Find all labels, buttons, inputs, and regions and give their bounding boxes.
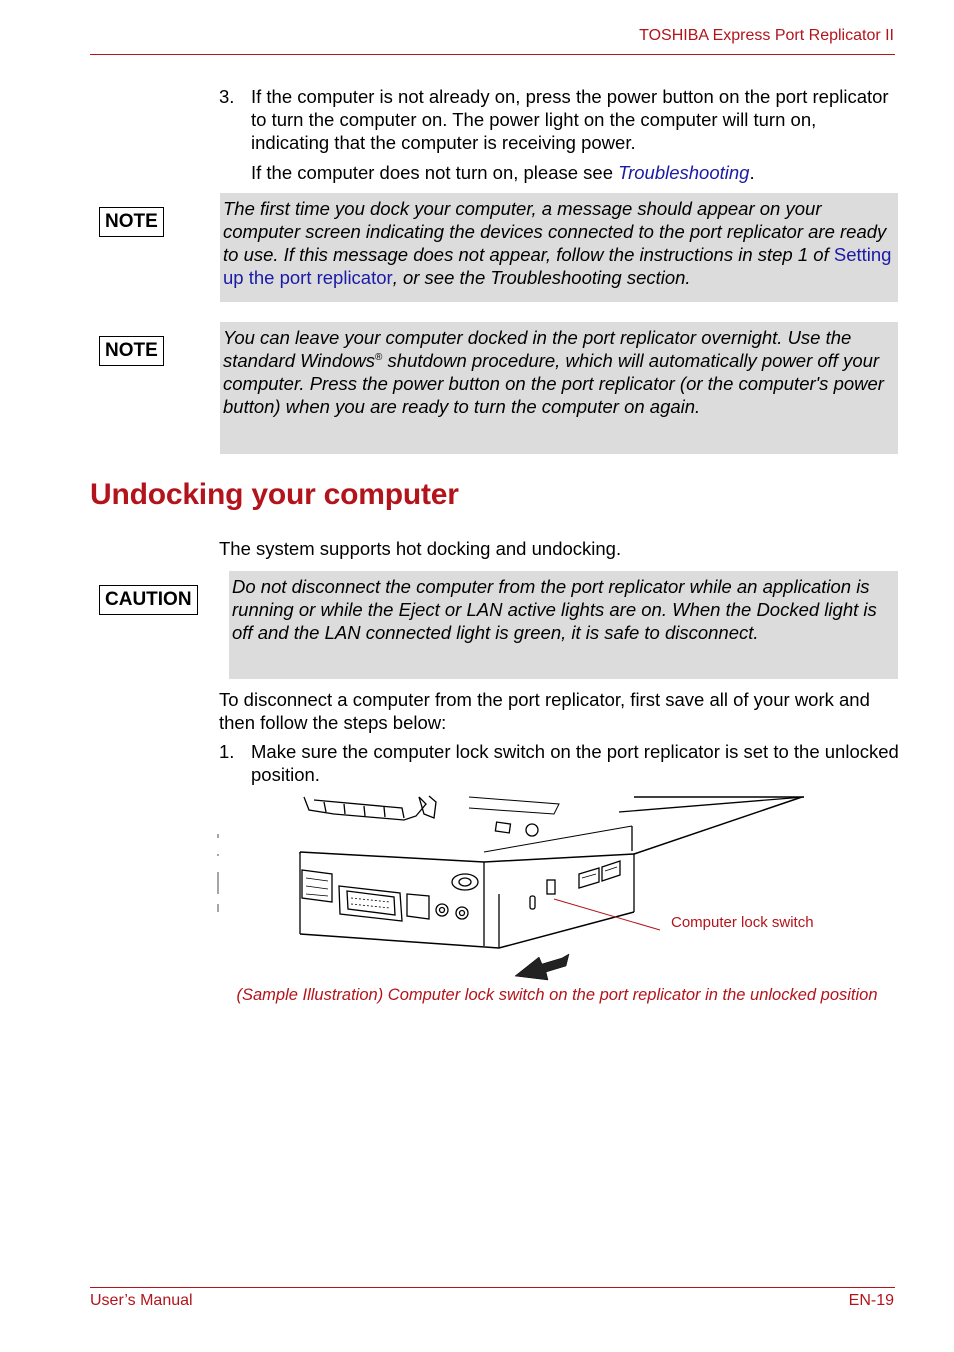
section-intro: The system supports hot docking and undocking. [219,538,622,559]
setup-link[interactable]: Setting up the port replicator [223,244,892,288]
page-number: EN-19 [848,1292,894,1309]
disconnect-intro: To disconnect a computer from the port replicator, first save all of your work and then follow the steps below: [219,689,870,733]
caution-box [229,571,898,679]
step-followup: If the computer does not turn on, please see Troubleshooting. [251,162,755,183]
step-3 [219,85,899,184]
step-1 [219,740,899,786]
header-rule [90,54,895,55]
footer-rule [90,1287,895,1288]
footer-left: User’s Manual [90,1292,193,1309]
caution-label: CAUTION [99,585,198,615]
figure-caption: (Sample Illustration) Computer lock switch on the port replicator in the unlocked position [236,986,878,1004]
note-label: NOTE [99,336,164,366]
caution-text: Do not disconnect the computer from the port replicator while an application is running or while the Eject or LAN active lights are on. When the Docked light is off and the LAN connected light is green, it is safe to disconnect. [232,576,877,643]
step-number: 1. [219,741,235,762]
running-header: TOSHIBA Express Port Replicator II [639,27,894,44]
note-label: NOTE [99,207,164,237]
step-number: 3. [219,86,235,107]
note-box [220,193,898,302]
lock-switch-callout: Computer lock switch [671,914,814,931]
step-text: If the computer is not already on, press the power button on the port replicator to turn the computer on. The power light on the computer will turn on, indicating that the computer is receiving power. [251,86,889,153]
troubleshooting-link[interactable]: Troubleshooting [618,162,750,183]
note-text: You can leave your computer docked in the port replicator overnight. Use the standard Windows® shutdown procedure, which will automatically power off your computer. Press the power button on the port replicator (or the computer's power button) when you are ready to turn the computer on again. [223,327,884,417]
note-text: The first time you dock your computer, a message should appear on your computer screen indicating the devices connected to the port replicator are ready to use. If this message does not appear, follow the instructions in step 1 of Setting up the port replicator, or see the Troubleshooting section. [223,198,892,288]
port-replicator-illustration [214,794,834,984]
section-heading: Undocking your computer [90,478,459,511]
note-box [220,322,898,454]
step-text: Make sure the computer lock switch on the port replicator is set to the unlocked position. [251,741,899,785]
